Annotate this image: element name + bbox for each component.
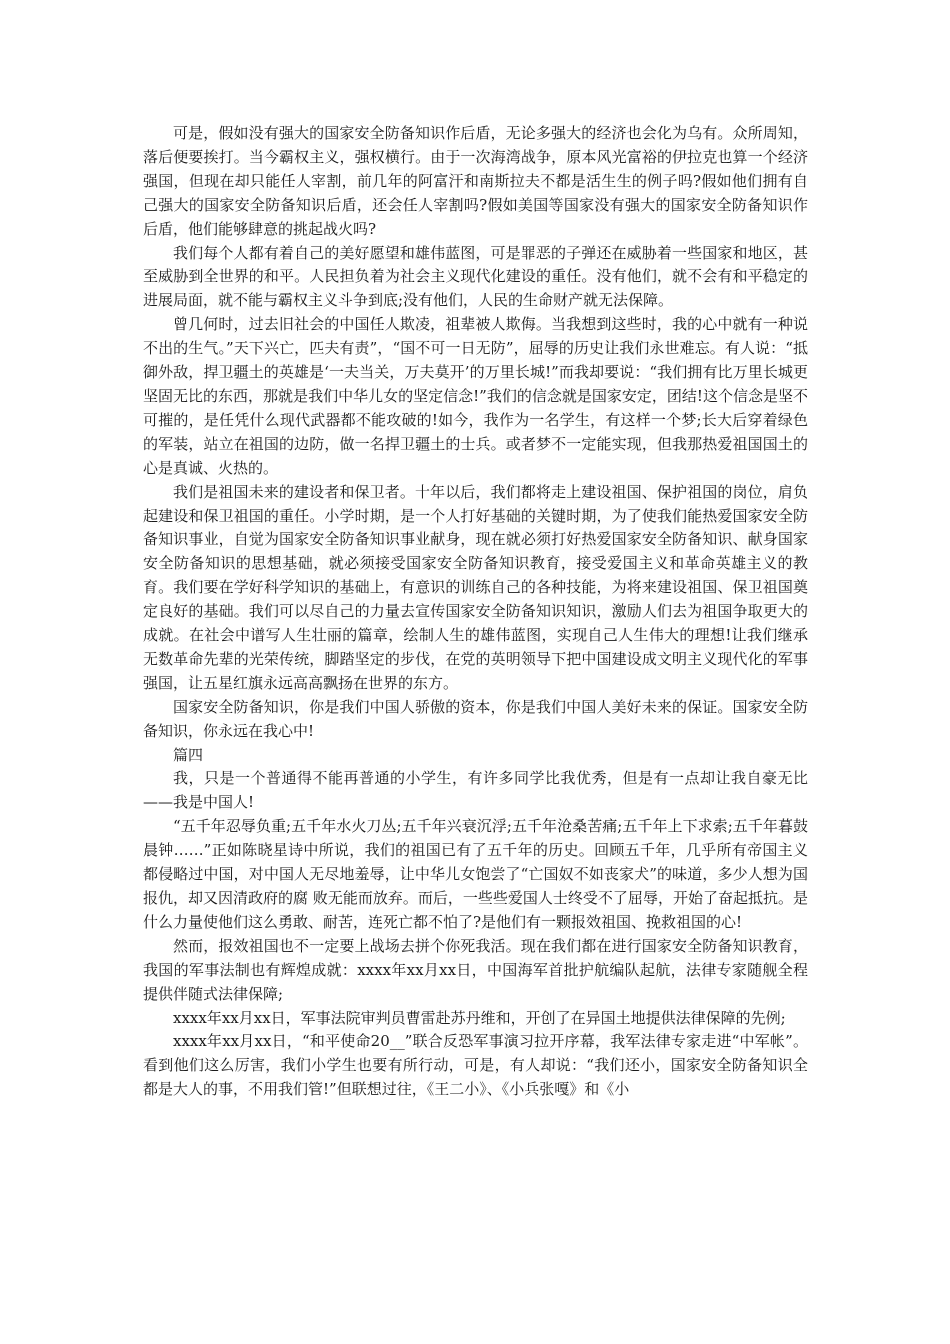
paragraph: 我们是祖国未来的建设者和保卫者。十年以后，我们都将走上建设祖国、保护祖国的岗位，肩负起建设和保卫祖国的重任。小学时期，是一个人打好基础的关键时期，为了使我们能热爱国家安全防备知识事业，自觉为国家安全防备知识事业献身，现在就必须打好热爱国家安全防备知识、献身国家安全防备知识的思想基础，就必须接受国家安全防备知识教育，接受爱国主义和革命英雄主义的教育。我们要在学好科学知识的基础上，有意识的训练自己的各种技能，为将来建设祖国、保卫祖国奠定良好的基础。我们可以尽自己的力量去宣传国家安全防备知识知识，激励人们去为祖国争取更大的成就。在社会中谱写人生壮丽的篇章，绘制人生的雄伟蓝图，实现自己人生伟大的理想!让我们继承无数革命先辈的光荣传统，脚踏坚定的步伐，在党的英明领导下把中国建设成文明主义现代化的军事强国，让五星红旗永远高高飘扬在世界的东方。 (143, 482, 808, 692)
document-body (143, 122, 808, 1102)
paragraph: 曾几何时，过去旧社会的中国任人欺凌，祖辈被人欺侮。当我想到这些时，我的心中就有一种说不出的生气。”天下兴亡，匹夫有责”，“国不可一日无防”，屈辱的历史让我们永世难忘。有人说：“抵御外敌，捍卫疆土的英雄是‘一夫当关，万夫莫开’的万里长城!”而我却要说：“我们拥有比万里长城更坚固无比的东西，那就是我们中华儿女的坚定信念!”我们的信念就是国家安定，团结!这个信念是坚不可摧的，是任凭什么现代武器都不能攻破的!如今，我作为一名学生，有这样一个梦;长大后穿着绿色的军装，站立在祖国的边防，做一名捍卫疆土的士兵。或者梦不一定能实现，但我那热爱祖国国土的心是真诚、火热的。 (143, 315, 808, 477)
paragraph: 我们每个人都有着自己的美好愿望和雄伟蓝图，可是罪恶的子弹还在威胁着一些国家和地区，甚至威胁到全世界的和平。人民担负着为社会主义现代化建设的重任。没有他们，就不会有和平稳定的进展局面，就不能与霸权主义斗争到底;没有他们，人民的生命财产就无法保障。 (143, 243, 808, 310)
paragraph: “五千年忍辱负重;五千年水火刀丛;五千年兴衰沉浮;五千年沧桑苦痛;五千年上下求索;五千年暮鼓晨钟……”正如陈晓星诗中所说，我们的祖国已有了五千年的历史。回顾五千年，几乎所有帝国主义都侵略过中国，对中国人无尽地羞辱，让中华儿女饱尝了“亡国奴不如丧家犬”的味道，多少人想为国报仇，却又因清政府的腐 败无能而放弃。而后，一些些爱国人士终受不了屈辱，开始了奋起抵抗。是什么力量使他们这么勇敢、耐苦，连死亡都不怕了?是他们有一颗报效祖国、挽救祖国的心! (143, 817, 808, 931)
paragraph: xxxx年xx月xx日，军事法院审判员曹雷赴苏丹维和，开创了在异国土地提供法律保障的先例; (173, 1008, 786, 1027)
paragraph: 可是，假如没有强大的国家安全防备知识作后盾，无论多强大的经济也会化为乌有。众所周知，落后便要挨打。当今霸权主义，强权横行。由于一次海湾战争，原本风光富裕的伊拉克也算一个经济强国，但现在却只能任人宰割，前几年的阿富汗和南斯拉夫不都是活生生的例子吗?假如他们拥有自己强大的国家安全防备知识后盾，还会任人宰割吗?假如美国等国家没有强大的国家安全防备知识作后盾，他们能够肆意的挑起战火吗? (143, 124, 808, 238)
paragraph: 然而，报效祖国也不一定要上战场去拼个你死我活。现在我们都在进行国家安全防备知识教育，我国的军事法制也有辉煌成就：xxxx年xx月xx日，中国海军首批护航编队起航，法律专家随舰全程提供伴随式法律保障; (143, 936, 808, 1003)
paragraph: xxxx年xx月xx日，“和平使命20__”联合反恐军事演习拉开序幕，我军法律专家走进“中军帐”。看到他们这么厉害，我们小学生也要有所行动，可是，有人却说：“我们还小，国家安全防备知识全都是大人的事，不用我们管!”但联想过往，《王二小》、《小兵张嘎》和《小 (143, 1032, 808, 1099)
paragraph: 国家安全防备知识，你是我们中国人骄傲的资本，你是我们中国人美好未来的保证。国家安全防备知识，你永远在我心中! (143, 697, 808, 740)
section-heading: 篇四 (173, 745, 204, 764)
paragraph: 我，只是一个普通得不能再普通的小学生，有许多同学比我优秀，但是有一点却让我自豪无比——我是中国人! (143, 769, 808, 812)
